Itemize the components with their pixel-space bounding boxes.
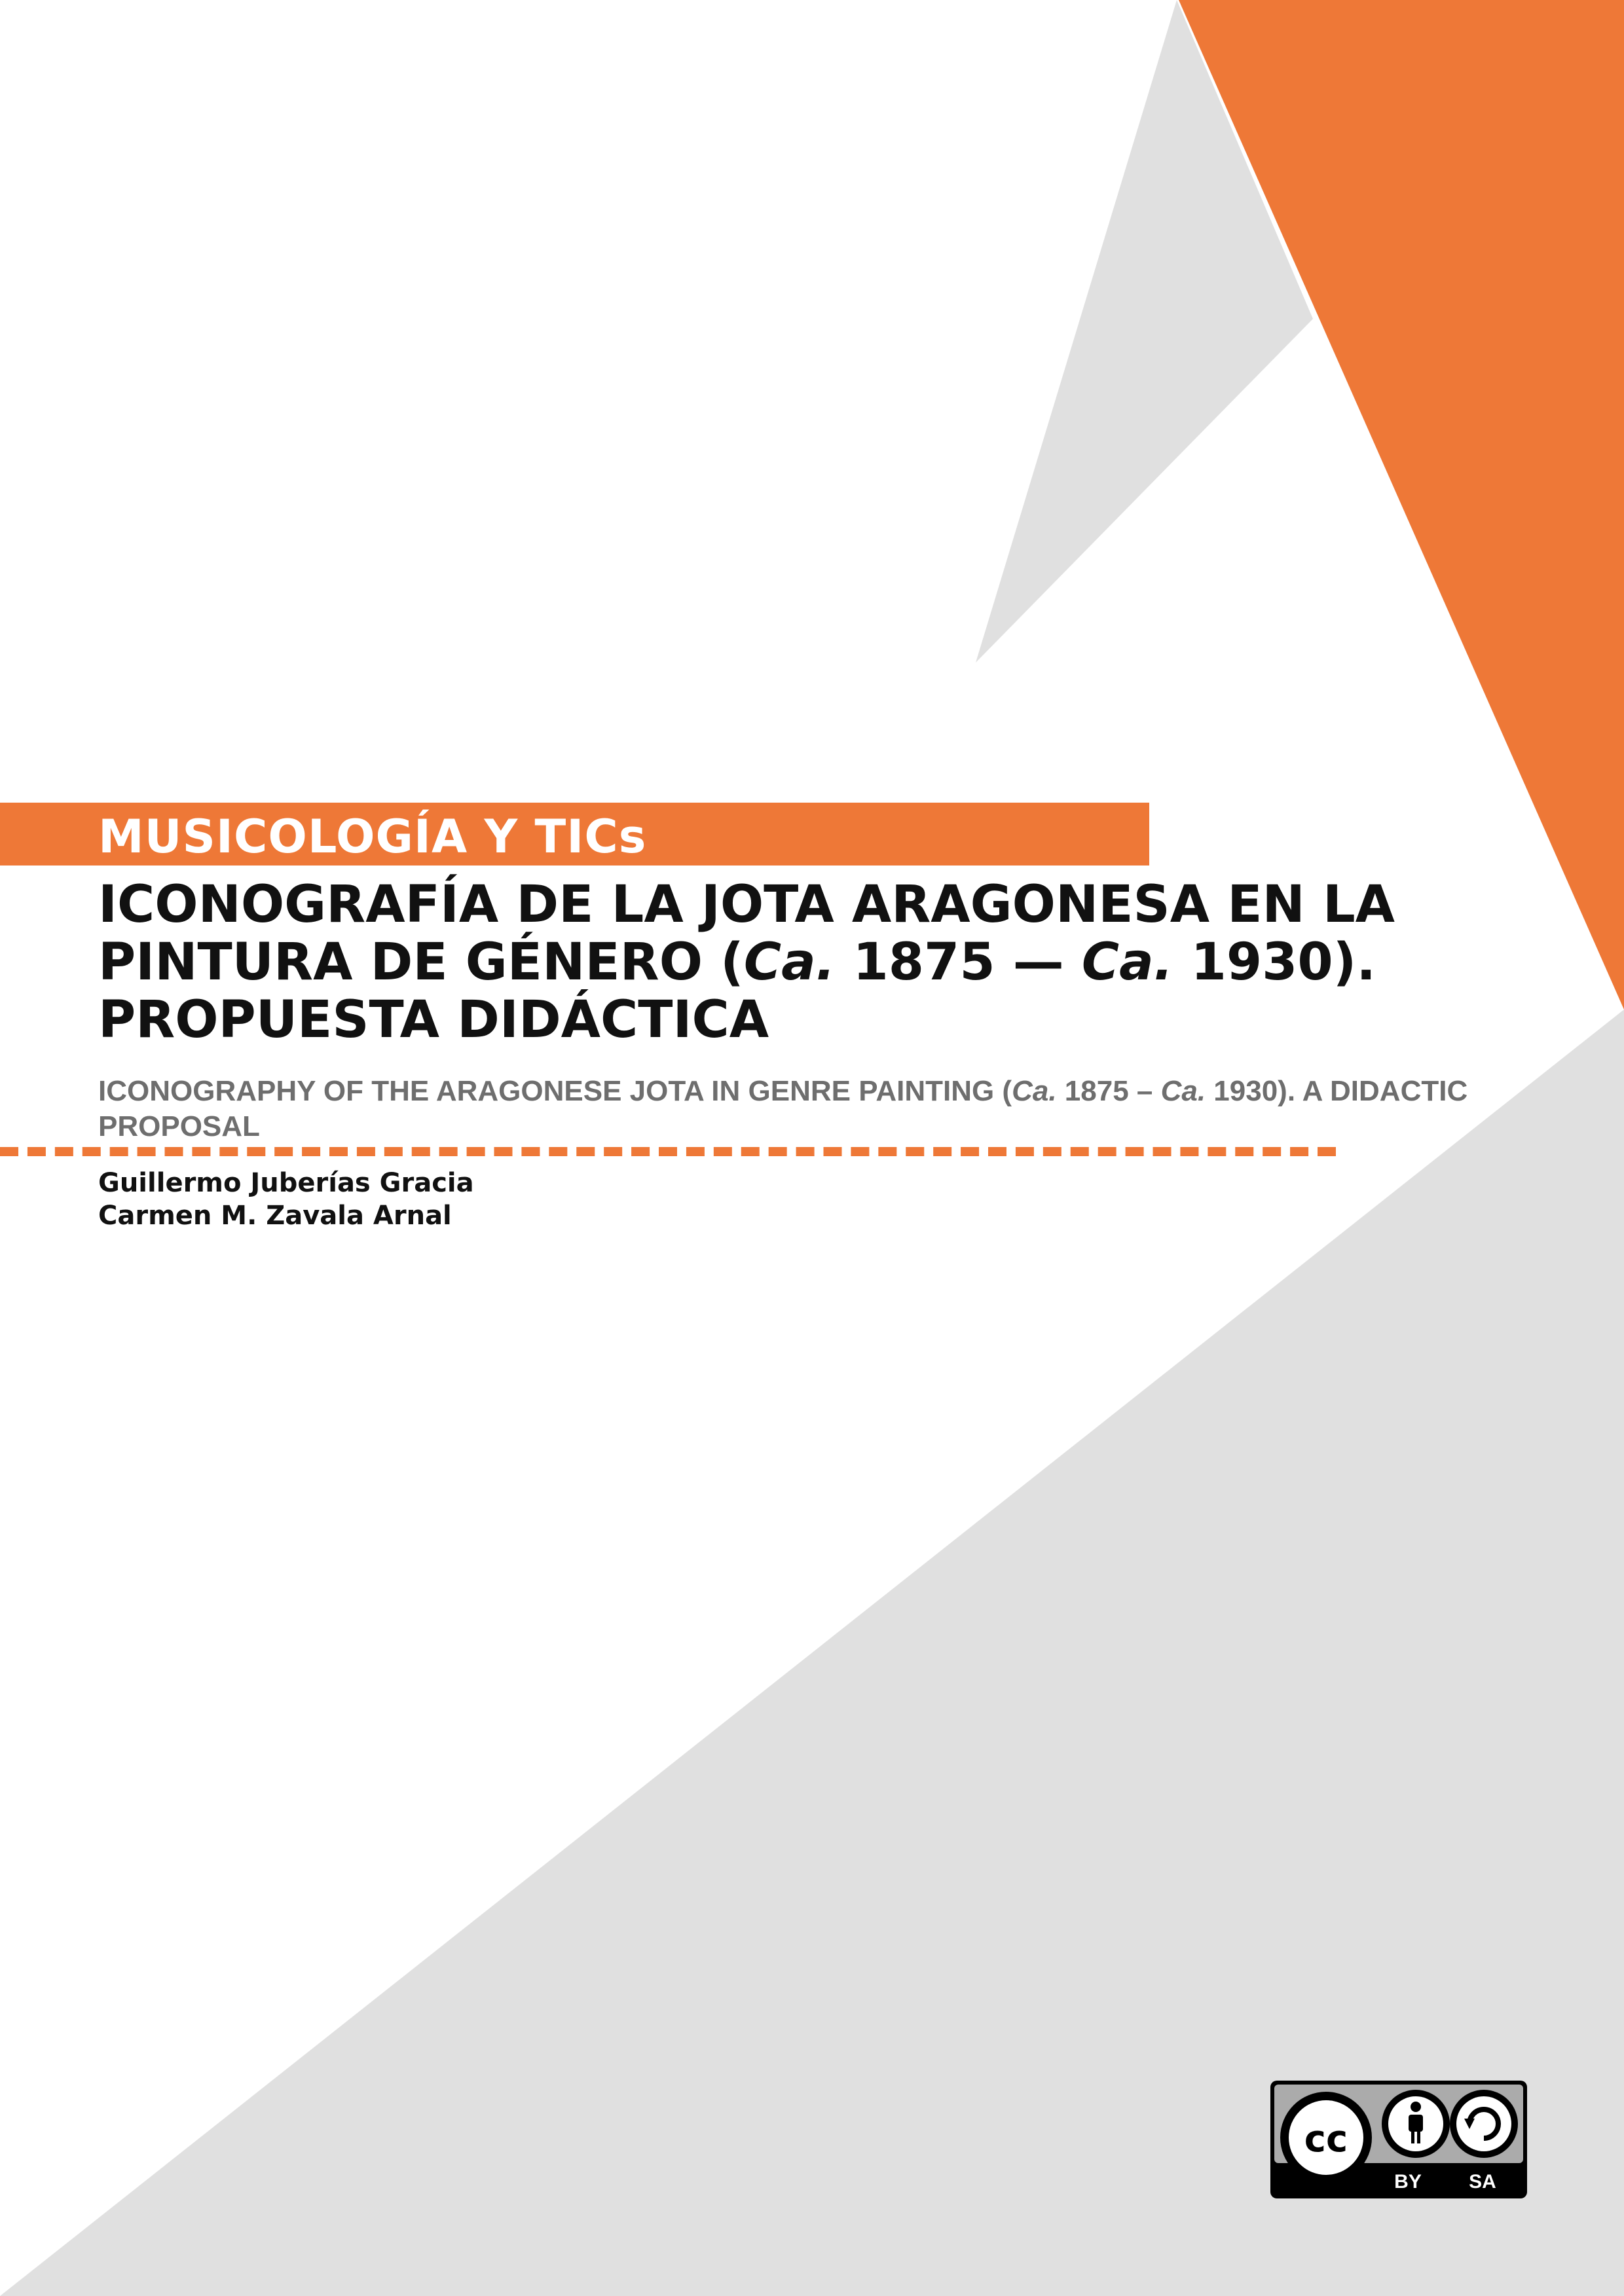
section-label: MUSICOLOGÍA Y TICs <box>98 810 647 864</box>
subtitle-part-2: 1875 – <box>1056 1075 1161 1107</box>
by-label: BY <box>1394 2171 1422 2193</box>
subtitle-part-1: ICONOGRAPHY OF THE ARAGONESE JOTA IN GENRE PAINTING ( <box>98 1075 1012 1107</box>
title-ca-2: Ca. <box>1081 933 1173 992</box>
author-list <box>98 1167 474 1232</box>
dashed-divider <box>0 1147 1336 1156</box>
cc-icon <box>1280 2092 1372 2183</box>
cc-text: cc <box>1304 2118 1348 2160</box>
sa-label: SA <box>1469 2171 1496 2193</box>
title-line-2b: 1875 — <box>835 933 1082 992</box>
author-2: Carmen M. Zavala Arnal <box>98 1201 452 1231</box>
title-line-3: PROPUESTA DIDÁCTICA <box>98 991 769 1049</box>
article-title <box>98 876 1486 1049</box>
subtitle-ca-2: Ca. <box>1160 1075 1206 1107</box>
title-ca-1: Ca. <box>743 933 836 992</box>
subtitle-ca-1: Ca. <box>1012 1075 1057 1107</box>
author-1: Guillermo Juberías Gracia <box>98 1168 474 1198</box>
attribution-icon <box>1382 2090 1450 2158</box>
title-line-2a: PINTURA DE GÉNERO ( <box>98 933 744 992</box>
title-line-2c: 1930). <box>1173 933 1376 992</box>
cc-by-sa-license-badge <box>1270 2081 1527 2198</box>
share-alike-icon <box>1450 2090 1518 2158</box>
orange-triangle <box>1179 0 1624 1010</box>
title-line-1: ICONOGRAFÍA DE LA JOTA ARAGONESA EN LA <box>98 875 1395 934</box>
article-subtitle-english <box>98 1074 1473 1144</box>
subtitle-part-3: 1930). A DIDACTIC PROPOSAL <box>98 1075 1468 1142</box>
